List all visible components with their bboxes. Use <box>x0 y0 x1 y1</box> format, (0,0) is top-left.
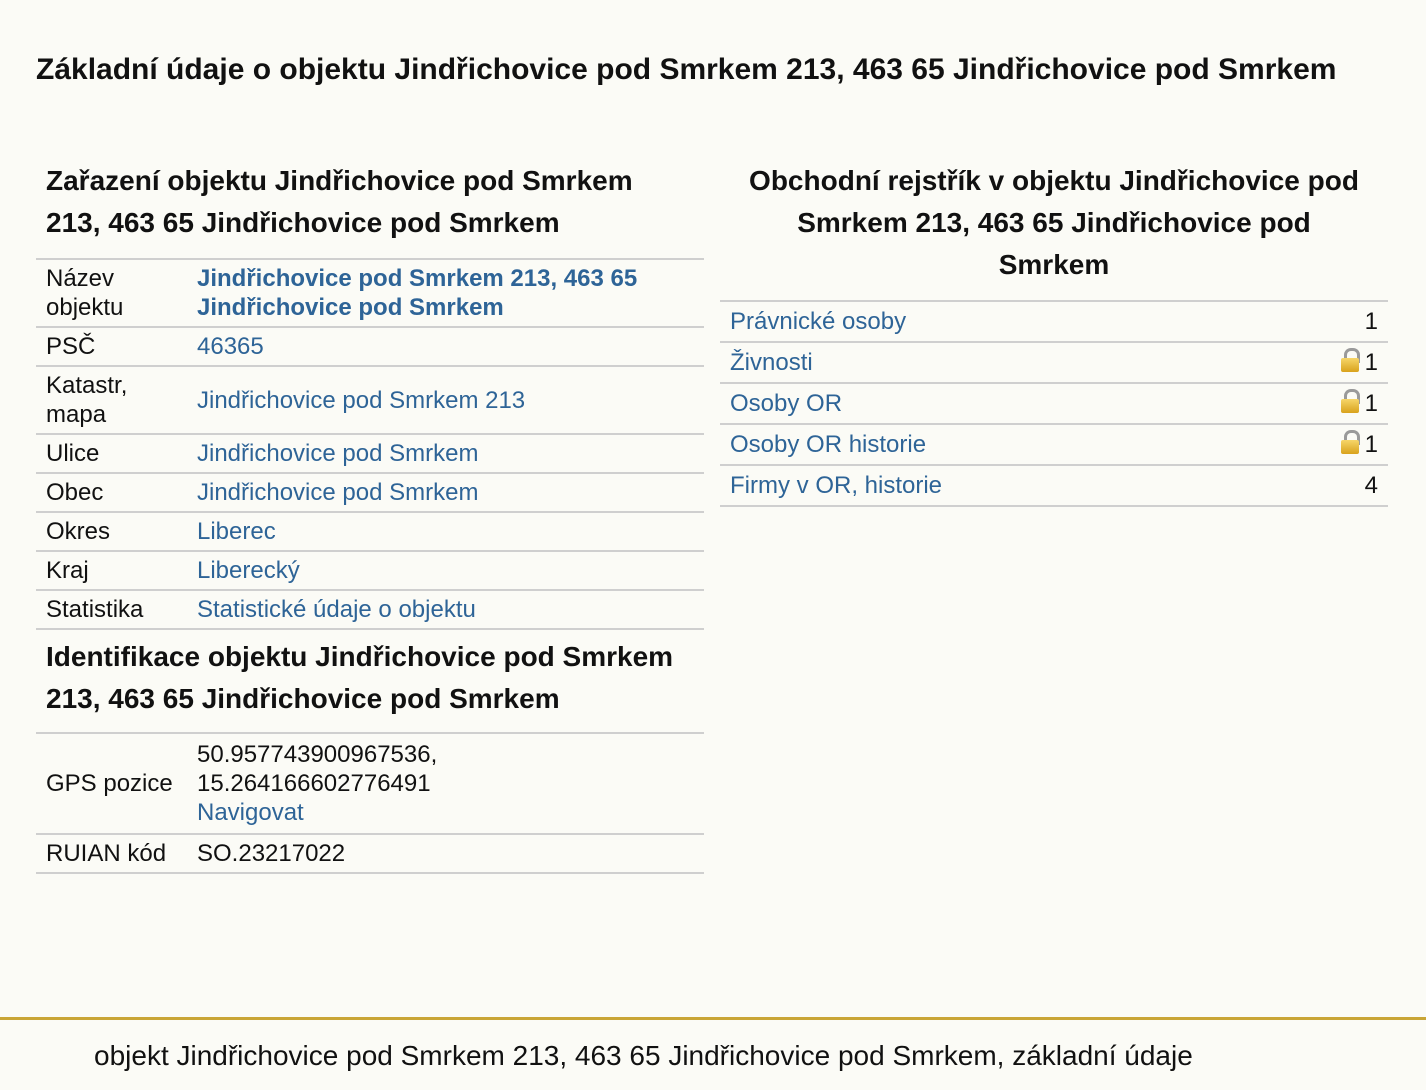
table-row <box>720 383 1388 424</box>
or-persons-link[interactable]: Osoby OR <box>730 390 843 417</box>
row-label: Statistika <box>36 590 187 629</box>
gps-latitude: 50.957743900967536, <box>197 741 438 768</box>
table-row <box>720 342 1388 383</box>
table-row <box>720 301 1388 342</box>
or-persons-cell <box>1308 383 1388 424</box>
table-row <box>36 834 704 873</box>
table-row <box>720 465 1388 506</box>
municipality-link[interactable]: Jindřichovice pod Smrkem <box>197 479 479 506</box>
psc-link[interactable]: 46365 <box>197 333 264 360</box>
gps-label: GPS pozice <box>36 733 187 834</box>
table-row <box>720 424 1388 465</box>
ruian-label: RUIAN kód <box>36 834 187 873</box>
table-row <box>36 733 704 834</box>
row-label: Ulice <box>36 434 187 473</box>
trades-link[interactable]: Živnosti <box>730 349 813 376</box>
register-title: Obchodní rejstřík v objektu Jindřichovice pod Smrkem 213, 463 65 Jindřichovice pod Smrkem <box>749 165 1359 280</box>
lock-icon <box>1341 430 1359 454</box>
table-row <box>36 590 704 629</box>
row-label: Obec <box>36 473 187 512</box>
table-row <box>36 473 704 512</box>
page-title: Základní údaje o objektu Jindřichovice pod Smrkem 213, 463 65 Jindřichovice pod Smrkem <box>36 53 1337 86</box>
or-persons-history-link[interactable]: Osoby OR historie <box>730 431 927 458</box>
row-label: PSČ <box>36 327 187 366</box>
row-label: Kraj <box>36 551 187 590</box>
gps-value <box>187 733 704 834</box>
legal-entities-link[interactable]: Právnické osoby <box>730 308 907 335</box>
footer-text: objekt Jindřichovice pod Smrkem 213, 463 65 Jindřichovice pod Smrkem, základní údaje <box>94 1040 1193 1071</box>
street-link[interactable]: Jindřichovice pod Smrkem <box>197 440 479 467</box>
table-row <box>36 366 704 434</box>
footer-divider <box>0 1017 1426 1020</box>
statistics-link[interactable]: Statistické údaje o objektu <box>197 596 476 623</box>
table-row <box>36 434 704 473</box>
right-column <box>720 160 1388 507</box>
or-persons-history-count: 1 <box>1364 431 1378 458</box>
left-column <box>36 160 704 874</box>
table-row <box>36 259 704 327</box>
row-label: Název objektu <box>36 259 187 327</box>
or-persons-history-cell <box>1308 424 1388 465</box>
or-persons-count: 1 <box>1364 390 1378 417</box>
classification-title: Zařazení objektu Jindřichovice pod Smrkem 213, 463 65 Jindřichovice pod Smrkem <box>46 165 633 238</box>
gps-longitude: 15.264166602776491 <box>197 770 431 797</box>
row-label: Okres <box>36 512 187 551</box>
district-link[interactable]: Liberec <box>197 518 276 545</box>
ruian-value: SO.23217022 <box>187 834 704 873</box>
companies-history-count: 4 <box>1308 465 1388 506</box>
classification-table <box>36 258 704 630</box>
table-row <box>36 551 704 590</box>
table-row <box>36 512 704 551</box>
identification-table <box>36 732 704 874</box>
object-name-link[interactable]: Jindřichovice pod Smrkem 213, 463 65 Jindřichovice pod Smrkem <box>197 265 638 321</box>
lock-icon <box>1341 389 1359 413</box>
cadastre-link[interactable]: Jindřichovice pod Smrkem 213 <box>197 386 526 414</box>
region-link[interactable]: Liberecký <box>197 557 300 584</box>
register-table <box>720 300 1388 507</box>
companies-history-link[interactable]: Firmy v OR, historie <box>730 472 943 499</box>
legal-entities-count: 1 <box>1308 301 1388 342</box>
identification-title: Identifikace objektu Jindřichovice pod Smrkem 213, 463 65 Jindřichovice pod Smrkem <box>46 641 674 714</box>
trades-count: 1 <box>1364 349 1378 376</box>
navigate-link[interactable]: Navigovat <box>197 799 304 826</box>
table-row <box>36 327 704 366</box>
lock-icon <box>1341 348 1359 372</box>
trades-cell <box>1308 342 1388 383</box>
row-label: Katastr, mapa <box>36 366 187 434</box>
